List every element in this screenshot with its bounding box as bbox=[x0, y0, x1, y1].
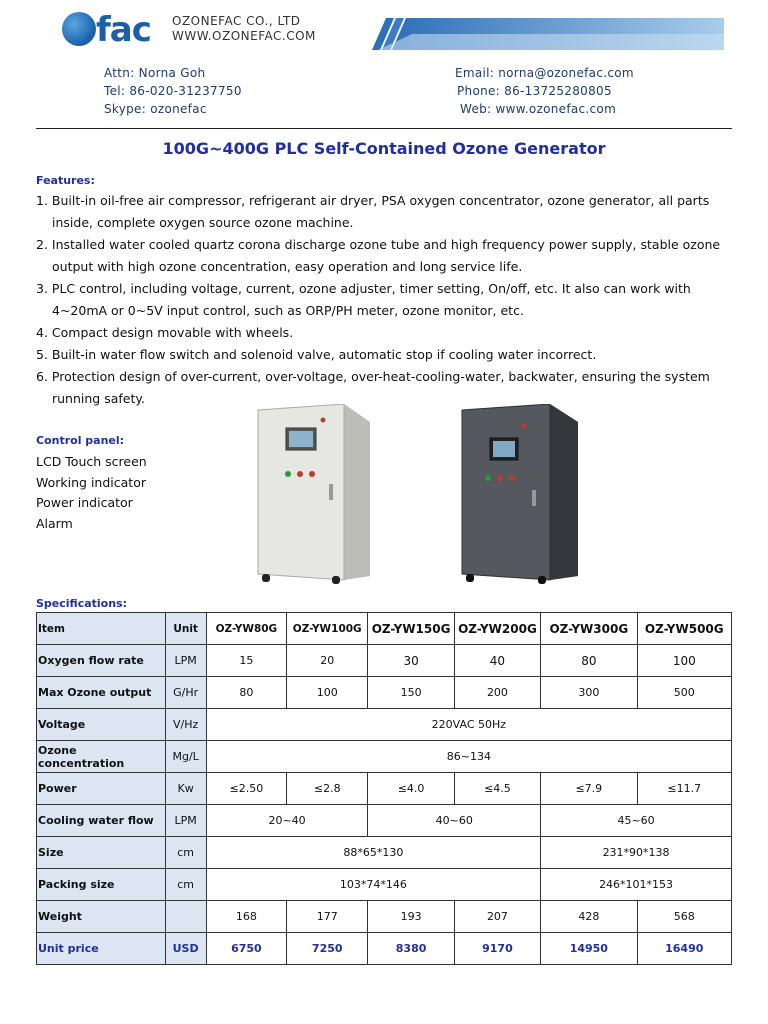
row-unit: LPM bbox=[165, 805, 206, 837]
table-cell: 30 bbox=[368, 645, 454, 677]
table-cell: 300 bbox=[541, 677, 637, 709]
white-cabinet-image bbox=[256, 404, 372, 584]
table-cell: 7250 bbox=[287, 933, 368, 965]
contact-tel: Tel: 86-020-31237750 bbox=[104, 84, 242, 98]
row-unit: Mg/L bbox=[165, 741, 206, 773]
row-label: Max Ozone output bbox=[37, 677, 166, 709]
row-unit bbox=[165, 901, 206, 933]
contact-email[interactable]: Email: norna@ozonefac.com bbox=[455, 66, 634, 80]
table-cell: 80 bbox=[541, 645, 637, 677]
control-panel-item: Power indicator bbox=[36, 495, 133, 510]
row-unit: cm bbox=[165, 837, 206, 869]
table-cell: 246*101*153 bbox=[541, 869, 732, 901]
table-cell: 86~134 bbox=[206, 741, 731, 773]
header-cell: Unit bbox=[165, 613, 206, 645]
table-cell: 20 bbox=[287, 645, 368, 677]
row-label: Unit price bbox=[37, 933, 166, 965]
table-cell: 168 bbox=[206, 901, 286, 933]
table-cell: 103*74*146 bbox=[206, 869, 540, 901]
logo-wordmark: fac bbox=[96, 10, 151, 50]
document-title: 100G~400G PLC Self-Contained Ozone Generator bbox=[162, 139, 606, 158]
table-header-row bbox=[37, 613, 732, 645]
table-cell: 15 bbox=[206, 645, 286, 677]
table-row bbox=[37, 709, 732, 741]
table-cell: 6750 bbox=[206, 933, 286, 965]
header-cell: OZ-YW500G bbox=[637, 613, 731, 645]
control-panel-item: LCD Touch screen bbox=[36, 454, 147, 469]
table-cell: 220VAC 50Hz bbox=[206, 709, 731, 741]
table-cell: 231*90*138 bbox=[541, 837, 732, 869]
row-label: Oxygen flow rate bbox=[37, 645, 166, 677]
table-cell: ≤4.5 bbox=[454, 773, 540, 805]
table-cell: 80 bbox=[206, 677, 286, 709]
company-block bbox=[172, 14, 316, 44]
row-unit: USD bbox=[165, 933, 206, 965]
header-divider bbox=[36, 128, 732, 129]
feature-item: 3. PLC control, including voltage, current, ozone adjuster, timer setting, On/off, etc. It also can work with 4~20mA or 0~5V input control, such as ORP/PH meter, ozone monitor, etc. bbox=[36, 281, 691, 318]
row-unit: cm bbox=[165, 869, 206, 901]
table-cell: 8380 bbox=[368, 933, 454, 965]
logo-subscript: 3 bbox=[86, 34, 92, 43]
table-cell: ≤2.8 bbox=[287, 773, 368, 805]
table-cell: 500 bbox=[637, 677, 731, 709]
table-cell: 207 bbox=[454, 901, 540, 933]
table-cell: 14950 bbox=[541, 933, 637, 965]
table-cell: ≤7.9 bbox=[541, 773, 637, 805]
header-cell: Item bbox=[37, 613, 166, 645]
feature-item: 1. Built-in oil-free air compressor, refrigerant air dryer, PSA oxygen concentrator, ozone generator, all parts inside, complete oxygen source ozone machine. bbox=[36, 193, 710, 230]
table-cell: 9170 bbox=[454, 933, 540, 965]
table-cell: 200 bbox=[454, 677, 540, 709]
features-heading: Features: bbox=[36, 174, 95, 187]
feature-item: 5. Built-in water flow switch and solenoid valve, automatic stop if cooling water incorrect. bbox=[36, 347, 597, 362]
contact-web[interactable]: Web: www.ozonefac.com bbox=[460, 102, 617, 116]
table-cell: 193 bbox=[368, 901, 454, 933]
table-cell: 100 bbox=[287, 677, 368, 709]
table-row bbox=[37, 677, 732, 709]
table-cell: 40 bbox=[454, 645, 540, 677]
header-cell: OZ-YW100G bbox=[287, 613, 368, 645]
table-row bbox=[37, 805, 732, 837]
table-cell: ≤2.50 bbox=[206, 773, 286, 805]
row-label: Packing size bbox=[37, 869, 166, 901]
row-unit: Kw bbox=[165, 773, 206, 805]
header-cell: OZ-YW80G bbox=[206, 613, 286, 645]
table-cell: 88*65*130 bbox=[206, 837, 540, 869]
row-label: Voltage bbox=[37, 709, 166, 741]
contact-phone: Phone: 86-13725280805 bbox=[457, 84, 612, 98]
row-label: Weight bbox=[37, 901, 166, 933]
row-unit: LPM bbox=[165, 645, 206, 677]
table-row bbox=[37, 837, 732, 869]
row-label: Ozone concentration bbox=[37, 741, 166, 773]
table-row bbox=[37, 901, 732, 933]
company-website: WWW.OZONEFAC.COM bbox=[172, 29, 316, 43]
specifications-heading: Specifications: bbox=[36, 597, 128, 610]
table-row bbox=[37, 773, 732, 805]
table-cell: 16490 bbox=[637, 933, 731, 965]
contact-skype: Skype: ozonefac bbox=[104, 102, 207, 116]
row-unit: G/Hr bbox=[165, 677, 206, 709]
table-cell: 100 bbox=[637, 645, 731, 677]
control-panel-list bbox=[36, 452, 147, 534]
table-row bbox=[37, 645, 732, 677]
header-cell: OZ-YW300G bbox=[541, 613, 637, 645]
table-cell: 150 bbox=[368, 677, 454, 709]
table-cell: 428 bbox=[541, 901, 637, 933]
header-stripes-decoration bbox=[368, 18, 724, 50]
features-list bbox=[36, 190, 736, 410]
row-unit: V/Hz bbox=[165, 709, 206, 741]
control-panel-heading: Control panel: bbox=[36, 434, 125, 447]
control-panel-item: Working indicator bbox=[36, 474, 146, 490]
control-panel-item: Alarm bbox=[36, 515, 73, 531]
row-label: Cooling water flow bbox=[37, 805, 166, 837]
contact-left bbox=[104, 64, 242, 118]
contact-attn: Attn: Norna Goh bbox=[104, 66, 206, 80]
row-label: Power bbox=[37, 773, 166, 805]
table-cell: ≤4.0 bbox=[368, 773, 454, 805]
feature-item: 6. Protection design of over-current, over-voltage, over-heat-cooling-water, backwater, ensuring the system running safety. bbox=[36, 369, 710, 406]
row-label: Size bbox=[37, 837, 166, 869]
feature-item: 4. Compact design movable with wheels. bbox=[36, 325, 294, 340]
contact-right bbox=[455, 64, 634, 118]
header-cell: OZ-YW200G bbox=[454, 613, 540, 645]
dark-cabinet-image bbox=[460, 404, 580, 584]
table-row bbox=[37, 741, 732, 773]
specifications-table bbox=[36, 612, 732, 965]
company-name: OZONEFAC CO., LTD bbox=[172, 14, 301, 28]
table-row-price bbox=[37, 933, 732, 965]
table-cell: ≤11.7 bbox=[637, 773, 731, 805]
table-cell: 40~60 bbox=[368, 805, 541, 837]
table-row bbox=[37, 869, 732, 901]
table-cell: 20~40 bbox=[206, 805, 368, 837]
table-cell: 177 bbox=[287, 901, 368, 933]
table-cell: 568 bbox=[637, 901, 731, 933]
feature-item: 2. Installed water cooled quartz corona discharge ozone tube and high frequency power supply, stable ozone output with high ozone concentration, easy operation and long service life. bbox=[36, 237, 721, 274]
table-cell: 45~60 bbox=[541, 805, 732, 837]
header-cell: OZ-YW150G bbox=[368, 613, 454, 645]
